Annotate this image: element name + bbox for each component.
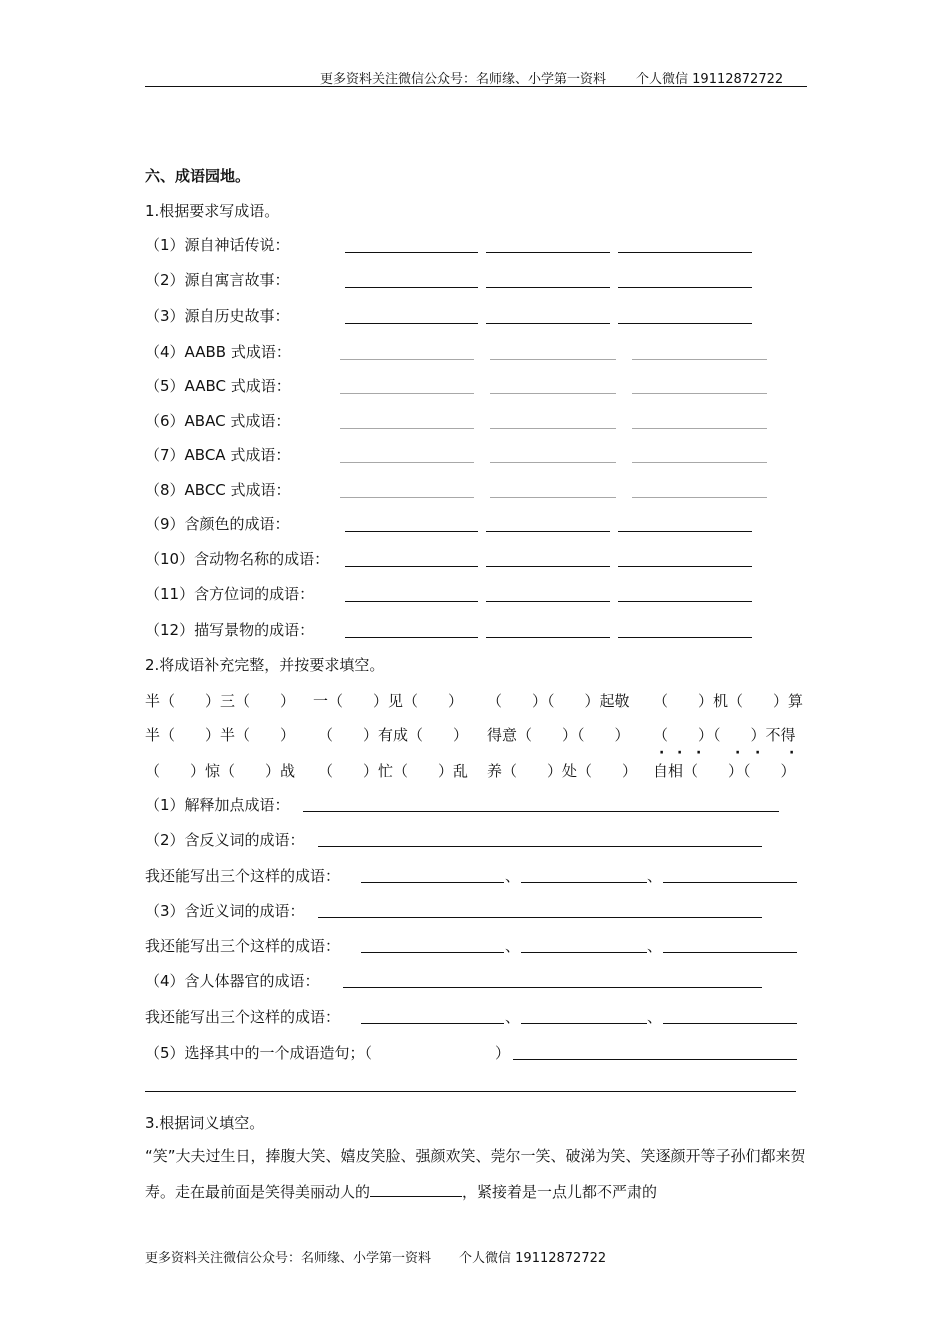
answer-blank[interactable] (521, 1023, 647, 1024)
answer-blank[interactable] (632, 462, 767, 463)
footer-left-text: 更多资料关注微信公众号：名师缘、小学第一资料 (145, 1251, 432, 1266)
q1-row (145, 305, 805, 327)
q2-sub4-label: （4）含人体器官的成语： (145, 972, 320, 990)
idiom-cell[interactable]: 一（ ）见（ ） (313, 692, 464, 710)
q1-label: （10）含动物名称的成语： (145, 550, 330, 568)
q1-label: （6）ABAC 式成语： (145, 412, 291, 430)
answer-blank[interactable] (303, 811, 779, 812)
separator: 、 (647, 867, 663, 885)
separator: 、 (505, 867, 521, 885)
idiom-cell[interactable]: 得意（ ）（ ） (487, 726, 630, 744)
q1-row (145, 341, 805, 363)
q1-row (145, 375, 805, 397)
answer-blank[interactable] (632, 497, 767, 498)
q1-label: （3）源自历史故事： (145, 307, 290, 325)
separator: 、 (505, 1008, 521, 1026)
header-right-text: 个人微信 19112872722 (636, 72, 784, 87)
q1-row (145, 583, 805, 605)
answer-blank[interactable] (486, 287, 610, 288)
q2-sub3 (145, 900, 785, 922)
header-divider (145, 86, 807, 87)
answer-blank[interactable] (486, 566, 610, 567)
footer-right-text: 个人微信 19112872722 (459, 1251, 607, 1266)
more-label: 我还能写出三个这样的成语： (145, 937, 341, 955)
q1-label: （1）源自神话传说： (145, 236, 290, 254)
q2-sub2 (145, 829, 785, 851)
answer-blank[interactable] (340, 359, 474, 360)
answer-blank[interactable] (632, 359, 767, 360)
answer-blank[interactable] (513, 1059, 797, 1060)
q3-paragraph (145, 1138, 810, 1210)
idiom-cell[interactable]: （ ）（ ）起敬 (487, 692, 630, 710)
idiom-cell[interactable]: （ ）忙（ ）乱 (318, 762, 469, 780)
answer-blank[interactable] (340, 393, 474, 394)
q2-sub1 (145, 794, 785, 816)
q2-more-row (145, 865, 805, 887)
q1-row (145, 479, 805, 501)
idiom-cell[interactable]: 自相（ ）（ ） (653, 762, 796, 780)
q2-more-row (145, 935, 805, 957)
answer-blank[interactable] (521, 952, 647, 953)
idiom-cell[interactable]: 养（ ）处（ ） (487, 762, 638, 780)
q2-more-row (145, 1006, 805, 1028)
idiom-cell[interactable]: 半（ ）半（ ） (145, 726, 296, 744)
page-header (320, 68, 783, 87)
q2-sub1-label: （1）解释加点成语： (145, 796, 290, 814)
q1-label: （12）描写景物的成语： (145, 621, 315, 639)
answer-blank[interactable] (490, 428, 616, 429)
page-footer (145, 1247, 606, 1266)
answer-blank[interactable] (318, 917, 762, 918)
q1-label: （2）源自寓言故事： (145, 271, 290, 289)
q2-sub5 (145, 1042, 805, 1064)
q3-text-a: “笑”大夫过生日，捧腹大笑、嬉皮笑脸、强颜欢笑、莞尔一笑、破涕为笑、笑逐颜开等子孙们都来贺寿。走在最前面是笑得美丽动人的 (145, 1147, 806, 1201)
answer-blank[interactable] (345, 531, 478, 532)
answer-blank[interactable] (618, 323, 752, 324)
answer-blank[interactable] (663, 882, 797, 883)
emphasis-dot: · (735, 745, 741, 761)
q2-sub4 (145, 970, 785, 992)
q1-row (145, 269, 805, 291)
answer-blank[interactable] (486, 531, 610, 532)
answer-blank[interactable] (618, 601, 752, 602)
answer-blank[interactable] (345, 252, 478, 253)
q1-label: （11）含方位词的成语： (145, 585, 315, 603)
idiom-cell[interactable]: （ ）有成（ ） (318, 726, 469, 744)
separator: 、 (505, 937, 521, 955)
answer-blank[interactable] (343, 987, 762, 988)
more-label: 我还能写出三个这样的成语： (145, 1008, 341, 1026)
idiom-cell[interactable]: （ ）（ ）不得 (653, 726, 796, 744)
q1-row (145, 234, 805, 256)
answer-blank[interactable] (345, 566, 478, 567)
answer-blank[interactable] (663, 1023, 797, 1024)
q2-sub3-label: （3）含近义词的成语： (145, 902, 305, 920)
answer-blank[interactable] (618, 637, 752, 638)
idiom-cell[interactable]: （ ）机（ ）算 (653, 692, 804, 710)
q1-row (145, 619, 805, 641)
q3-text-b: ，紧接着是一点儿都不严肃的 (462, 1183, 658, 1201)
emphasis-dot: · (789, 745, 795, 761)
q2-sub2-label: （2）含反义词的成语： (145, 831, 305, 849)
answer-blank[interactable] (486, 323, 610, 324)
answer-blank[interactable] (345, 637, 478, 638)
separator: 、 (647, 937, 663, 955)
q1-label: （8）ABCC 式成语： (145, 481, 291, 499)
answer-blank[interactable] (486, 601, 610, 602)
q1-label: （4）AABB 式成语： (145, 343, 291, 361)
q1-row (145, 513, 805, 535)
answer-blank[interactable] (618, 566, 752, 567)
section-title: 六、成语园地。 (145, 167, 251, 185)
q1-row (145, 410, 805, 432)
answer-blank[interactable] (663, 952, 797, 953)
answer-blank[interactable] (486, 252, 610, 253)
sentence-answer-line[interactable] (145, 1091, 796, 1092)
more-label: 我还能写出三个这样的成语： (145, 867, 341, 885)
answer-blank[interactable] (490, 359, 616, 360)
q3-title: 3.根据词义填空。 (145, 1114, 265, 1132)
emphasis-dot: · (677, 745, 683, 761)
answer-blank[interactable] (345, 601, 478, 602)
answer-blank[interactable] (521, 882, 647, 883)
answer-blank[interactable] (490, 497, 616, 498)
answer-blank[interactable] (486, 637, 610, 638)
header-left-text: 更多资料关注微信公众号：名师缘、小学第一资料 (320, 72, 607, 87)
q1-row (145, 444, 805, 466)
q2-sub5-close: ） (495, 1044, 511, 1062)
emphasis-dot: · (659, 745, 665, 761)
answer-blank[interactable] (370, 1181, 462, 1197)
q2-sub5-label: （5）选择其中的一个成语造句；（ (145, 1044, 373, 1062)
answer-blank[interactable] (618, 252, 752, 253)
answer-blank[interactable] (490, 393, 616, 394)
separator: 、 (647, 1008, 663, 1026)
idiom-cell[interactable]: （ ）惊（ ）战 (145, 762, 296, 780)
q1-label: （7）ABCA 式成语： (145, 446, 291, 464)
answer-blank[interactable] (340, 462, 474, 463)
answer-blank[interactable] (618, 531, 752, 532)
answer-blank[interactable] (361, 952, 504, 953)
emphasis-dot: · (755, 745, 761, 761)
answer-blank[interactable] (345, 287, 478, 288)
q1-label: （5）AABC 式成语： (145, 377, 291, 395)
answer-blank[interactable] (632, 428, 767, 429)
answer-blank[interactable] (361, 882, 504, 883)
answer-blank[interactable] (345, 323, 478, 324)
q2-title: 2.将成语补充完整，并按要求填空。 (145, 656, 385, 674)
q1-label: （9）含颜色的成语： (145, 515, 290, 533)
answer-blank[interactable] (632, 393, 767, 394)
q1-title: 1.根据要求写成语。 (145, 202, 280, 220)
q1-row (145, 548, 805, 570)
answer-blank[interactable] (318, 846, 762, 847)
answer-blank[interactable] (340, 428, 474, 429)
answer-blank[interactable] (618, 287, 752, 288)
answer-blank[interactable] (340, 497, 474, 498)
answer-blank[interactable] (361, 1023, 504, 1024)
idiom-cell[interactable]: 半（ ）三（ ） (145, 692, 296, 710)
answer-blank[interactable] (490, 462, 616, 463)
emphasis-dot: · (696, 745, 702, 761)
